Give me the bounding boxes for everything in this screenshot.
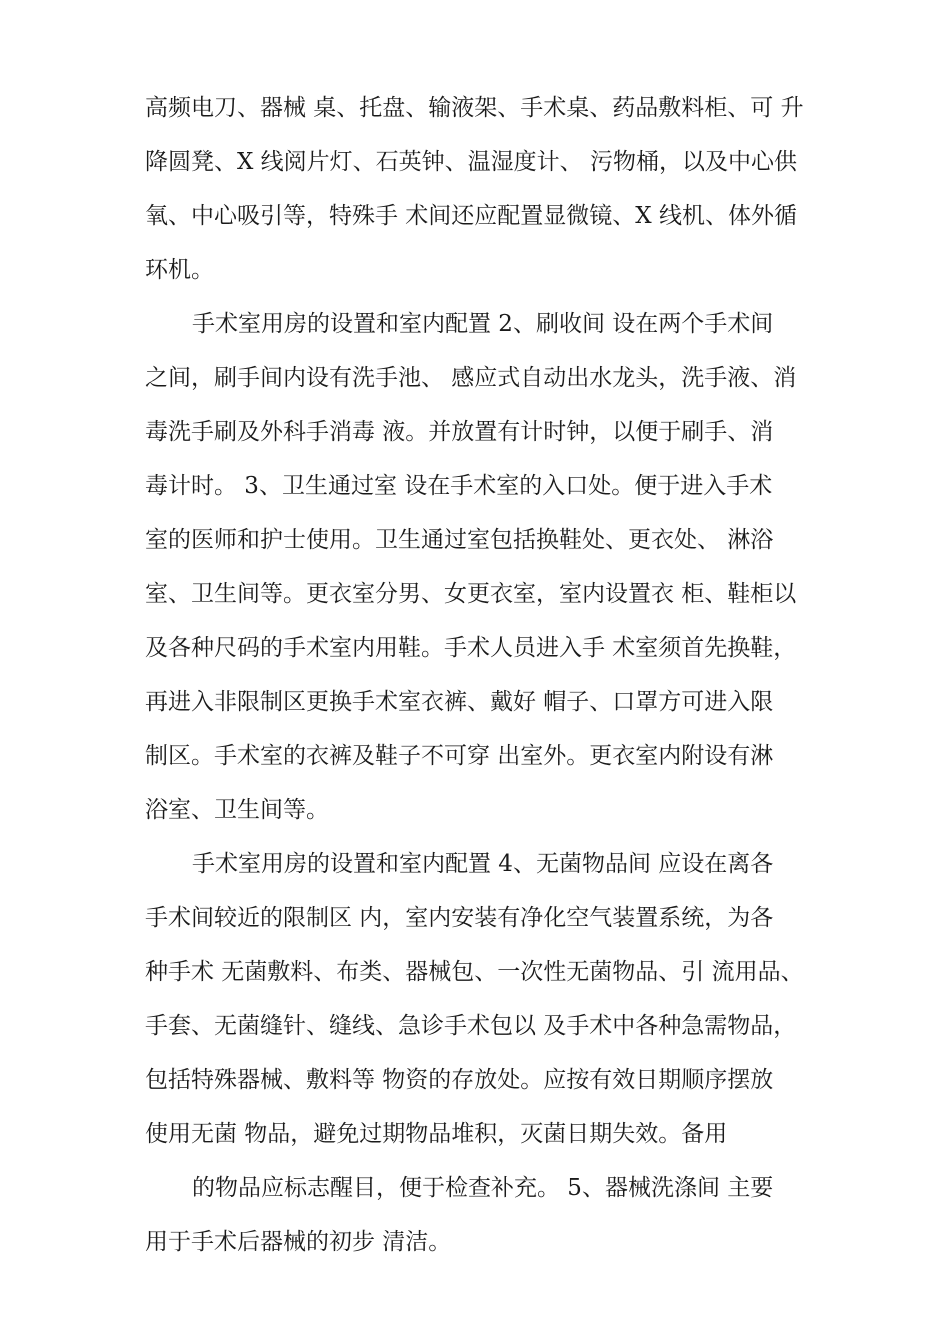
text-line: 之间，刷手间内设有洗手池、 感应式自动出水龙头，洗手液、消 bbox=[145, 365, 797, 391]
text-line: 再进入非限制区更换手术室衣裤、戴好 帽子、口罩方可进入限 bbox=[145, 689, 774, 715]
text-line: 毒洗手刷及外科手消毒 液。并放置有计时钟，以便于刷手、消 bbox=[145, 419, 774, 445]
text-line: 手套、无菌缝针、缝线、急诊手术包以 及手术中各种急需物品， bbox=[145, 1013, 797, 1039]
text-line: 制区。手术室的衣裤及鞋子不可穿 出室外。更衣室内附设有淋 bbox=[145, 743, 774, 769]
text-line: 毒计时。 3、卫生通过室 设在手术室的入口处。便于进入手术 bbox=[145, 473, 773, 499]
text-line: 降圆凳、X 线阅片灯、石英钟、温湿度计、 污物桶，以及中心供 bbox=[145, 149, 797, 175]
text-line: 浴室、卫生间等。 bbox=[145, 797, 329, 823]
text-line: 种手术 无菌敷料、布类、器械包、一次性无菌物品、引 流用品、 bbox=[145, 959, 804, 985]
text-line: 手术间较近的限制区 内，室内安装有净化空气装置系统，为各 bbox=[145, 905, 774, 931]
paragraph-first-line: 的物品应标志醒目，便于检查补充。 5、器械洗涤间 主要 bbox=[192, 1175, 774, 1201]
text-line: 氧、中心吸引等，特殊手 术间还应配置显微镜、X 线机、体外循 bbox=[145, 203, 797, 229]
text-line: 包括特殊器械、敷料等 物资的存放处。应按有效日期顺序摆放 bbox=[145, 1067, 774, 1093]
text-line: 高频电刀、器械 桌、托盘、输液架、手术桌、药品敷料柜、可 升 bbox=[145, 95, 804, 121]
paragraph-first-line: 手术室用房的设置和室内配置 4、无菌物品间 应设在离各 bbox=[192, 851, 774, 877]
text-line: 环机。 bbox=[145, 257, 214, 283]
text-line: 室的医师和护士使用。卫生通过室包括换鞋处、更衣处、 淋浴 bbox=[145, 527, 774, 553]
text-line: 用于手术后器械的初步 清洁。 bbox=[145, 1229, 452, 1255]
text-line: 室、卫生间等。更衣室分男、女更衣室，室内设置衣 柜、鞋柜以 bbox=[145, 581, 797, 607]
text-line: 及各种尺码的手术室内用鞋。手术人员进入手 术室须首先换鞋， bbox=[145, 635, 797, 661]
paragraph-first-line: 手术室用房的设置和室内配置 2、刷收间 设在两个手术间 bbox=[192, 311, 774, 337]
text-line: 使用无菌 物品，避免过期物品堆积，灭菌日期失效。备用 bbox=[145, 1121, 728, 1147]
